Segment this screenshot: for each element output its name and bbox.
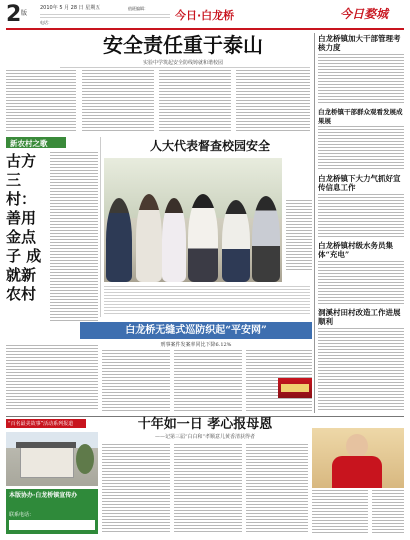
- house-photo: [6, 432, 98, 486]
- photo-story-left-rule: [100, 137, 101, 317]
- bottom-kicker-text: “百名最美故事”活动系列报道: [8, 421, 74, 427]
- sponsor-ad-line-2: 联系电话：: [9, 512, 35, 518]
- sidebar-story-3-body: [318, 194, 404, 238]
- banner-body-col-1: [102, 350, 170, 412]
- photo-story-title: 人大代表督查校园安全: [149, 139, 270, 153]
- left-feature-body-right: [50, 152, 98, 322]
- house-roof: [16, 442, 76, 448]
- person-6: [252, 196, 280, 282]
- bottom-subhead: ——记第三届“白白和”孝顺意儿黄香清获得者: [154, 434, 256, 440]
- masthead-text: 今日婺城: [340, 7, 389, 21]
- school-safety-photo: [104, 158, 282, 282]
- house-building: [20, 446, 74, 478]
- header-info-1: 值班编辑：: [128, 6, 148, 11]
- lead-body-col-1: [6, 70, 76, 132]
- sidebar-story-5-title: 洞溪村田村改造工作进展顺利: [318, 308, 401, 326]
- portrait-head: [346, 434, 368, 458]
- sidebar-rule: [314, 33, 315, 413]
- banner-story-bar: [80, 322, 312, 339]
- bottom-body-col-4: [372, 490, 404, 534]
- bottom-kicker: [6, 419, 86, 428]
- section-title: 今日·白龙桥: [175, 9, 235, 22]
- banner-body-col-2: [174, 350, 242, 412]
- bottom-body-col-1: [102, 444, 170, 534]
- person-1: [106, 198, 132, 282]
- lead-headline: 安全责任重于泰山: [103, 33, 263, 57]
- portrait-body: [332, 456, 382, 488]
- sidebar-story-2-body: [318, 126, 404, 170]
- sidebar-story-1-body: [318, 54, 404, 104]
- sponsor-ad-line-1: 本版协办·白龙桥镇宣传办: [9, 492, 78, 499]
- masthead: [340, 3, 404, 25]
- lead-subhead-rule: [60, 67, 310, 68]
- lead-subhead: 实验中学筑起安全防线铸就和谐校园: [142, 60, 223, 66]
- photo-caption: [286, 200, 312, 270]
- page-number-block: [6, 4, 36, 28]
- left-feature-kicker-text: 新农村之歌: [10, 139, 48, 148]
- sponsor-ad-strip: [9, 520, 95, 530]
- sidebar-story-3-title: 白龙桥镇下大力气抓好宣传信息工作: [318, 174, 401, 192]
- inset-photo-band: [281, 384, 309, 392]
- left-feature-headline: 古方三村：善用金点子 成就新农村: [6, 152, 42, 303]
- sidebar-story-4-body: [318, 261, 404, 305]
- lead-body-col-3: [159, 70, 231, 132]
- house-tree: [76, 444, 94, 474]
- banner-headline: 白龙桥无缝式巡防织起“平安网”: [125, 325, 267, 336]
- inset-photo: [278, 378, 312, 398]
- person-2: [136, 194, 162, 282]
- bottom-body-col-3: [246, 444, 308, 534]
- sidebar-story-4-title: 白龙桥镇村级水务员集体“充电”: [318, 241, 393, 259]
- section-title-badge: [175, 5, 250, 23]
- header-rule: [6, 28, 404, 30]
- person-4: [188, 194, 218, 282]
- sidebar-story-5-body: [318, 328, 404, 412]
- portrait-side-text: [312, 490, 368, 534]
- bottom-headline: 十年如一日 孝心报母恩: [137, 417, 273, 432]
- photo-story-body: [104, 286, 310, 316]
- left-feature-kicker: [6, 137, 66, 148]
- date-line: 2010年 5 月 28 日 星期五: [40, 5, 101, 11]
- sponsor-ad: [6, 489, 98, 534]
- lead-body-col-2: [82, 70, 154, 132]
- person-5: [222, 200, 250, 282]
- sidebar-story-1-title: 白龙桥镇加大干部管理考核力度: [318, 34, 401, 52]
- header-info-2: 电话：: [40, 20, 52, 25]
- page-number: 2: [6, 2, 22, 27]
- banner-subhead: 刑事案件发案率同比下降6.12%: [160, 342, 232, 348]
- sidebar-story-2-title: 白龙桥镇干部群众观看发展成果展: [318, 108, 403, 125]
- bottom-body-col-2: [174, 444, 242, 534]
- person-3: [162, 198, 186, 282]
- header-info-filler: [40, 14, 170, 19]
- left-feature-body-bottom: [6, 345, 98, 411]
- page-number-suffix: 版: [21, 10, 28, 17]
- lead-body-col-4: [236, 70, 310, 132]
- portrait-photo: [312, 428, 404, 488]
